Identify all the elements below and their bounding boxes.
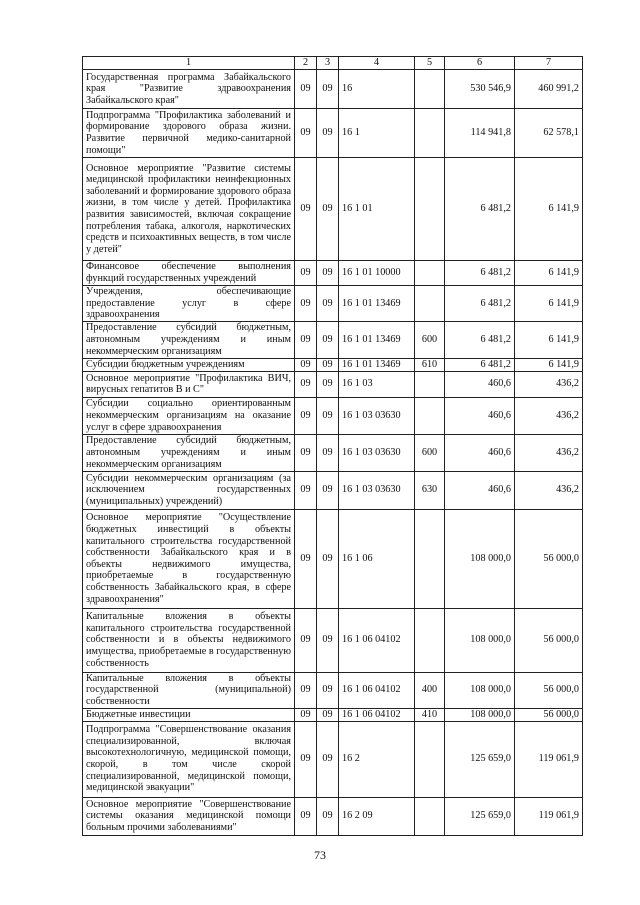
row-name: Предоставление субсидий бюджетным, автономным учреждениям и иным некоммерческим организациям	[83, 434, 295, 471]
row-expense-type	[415, 158, 445, 261]
row-expense-type	[415, 721, 445, 797]
table-row	[83, 608, 583, 672]
row-subsection: 09	[317, 371, 339, 397]
row-subsection: 09	[317, 434, 339, 471]
row-name: Финансовое обеспечение выполнения функций государственных учреждений	[83, 261, 295, 286]
row-section: 09	[295, 371, 317, 397]
row-target-code: 16 1 01 13469	[339, 286, 415, 322]
row-amount-1: 6 481,2	[445, 321, 515, 358]
row-name: Бюджетные инвестиции	[83, 708, 295, 721]
table-row	[83, 708, 583, 721]
table-row	[83, 261, 583, 286]
row-name: Капитальные вложения в объекты государственной (муниципальной) собственности	[83, 672, 295, 708]
header-cell: 1	[83, 57, 295, 70]
row-name: Капитальные вложения в объекты капитального строительства государственной собственности и в объекты недвижимого имущества, приобретаемые в государственную собственность	[83, 608, 295, 672]
row-amount-2: 436,2	[515, 471, 583, 509]
row-amount-2: 56 000,0	[515, 509, 583, 608]
row-amount-2: 56 000,0	[515, 708, 583, 721]
row-amount-1: 460,6	[445, 397, 515, 434]
row-expense-type	[415, 608, 445, 672]
row-name: Субсидии социально ориентированным некоммерческим организациям на оказание услуг в сфере здравоохранения	[83, 397, 295, 434]
row-subsection: 09	[317, 70, 339, 109]
table-row	[83, 109, 583, 158]
row-expense-type	[415, 397, 445, 434]
row-section: 09	[295, 397, 317, 434]
row-expense-type: 600	[415, 434, 445, 471]
table-row	[83, 158, 583, 261]
row-name: Учреждения, обеспечивающие предоставление услуг в сфере здравоохранения	[83, 286, 295, 322]
row-section: 09	[295, 321, 317, 358]
row-section: 09	[295, 286, 317, 322]
row-section: 09	[295, 434, 317, 471]
row-amount-1: 108 000,0	[445, 509, 515, 608]
row-target-code: 16 2 09	[339, 797, 415, 835]
header-cell: 3	[317, 57, 339, 70]
row-amount-2: 6 141,9	[515, 286, 583, 322]
row-target-code: 16 1 03	[339, 371, 415, 397]
row-subsection: 09	[317, 708, 339, 721]
table-row	[83, 471, 583, 509]
header-cell: 2	[295, 57, 317, 70]
row-amount-2: 56 000,0	[515, 608, 583, 672]
row-section: 09	[295, 358, 317, 371]
row-amount-2: 56 000,0	[515, 672, 583, 708]
row-amount-1: 6 481,2	[445, 286, 515, 322]
row-subsection: 09	[317, 509, 339, 608]
table-row	[83, 397, 583, 434]
row-expense-type	[415, 70, 445, 109]
row-amount-1: 125 659,0	[445, 721, 515, 797]
row-amount-2: 436,2	[515, 371, 583, 397]
row-expense-type	[415, 109, 445, 158]
row-target-code: 16 2	[339, 721, 415, 797]
row-subsection: 09	[317, 797, 339, 835]
row-subsection: 09	[317, 321, 339, 358]
row-section: 09	[295, 797, 317, 835]
row-section: 09	[295, 708, 317, 721]
row-section: 09	[295, 721, 317, 797]
row-amount-2: 6 141,9	[515, 261, 583, 286]
row-name: Основное мероприятие "Осуществление бюджетных инвестиций в объекты капитального строительства государственной собственности Забайкальского края и в объекты недвижимого имущества, приобретаемые в государственную собственность Забайкальского края, в сфере здравоохранения"	[83, 509, 295, 608]
row-target-code: 16 1 01 13469	[339, 358, 415, 371]
table-row	[83, 672, 583, 708]
row-subsection: 09	[317, 471, 339, 509]
page-number: 73	[314, 848, 326, 862]
row-amount-1: 460,6	[445, 434, 515, 471]
row-name: Подпрограмма "Профилактика заболеваний и формирование здорового образа жизни. Развитие первичной медико-санитарной помощи"	[83, 109, 295, 158]
row-amount-1: 108 000,0	[445, 608, 515, 672]
row-name: Государственная программа Забайкальского края "Развитие здравоохранения Забайкальского края"	[83, 70, 295, 109]
row-expense-type	[415, 509, 445, 608]
row-amount-2: 62 578,1	[515, 109, 583, 158]
row-amount-1: 530 546,9	[445, 70, 515, 109]
row-subsection: 09	[317, 672, 339, 708]
row-subsection: 09	[317, 721, 339, 797]
row-amount-2: 460 991,2	[515, 70, 583, 109]
table-row	[83, 358, 583, 371]
row-expense-type	[415, 261, 445, 286]
row-amount-1: 108 000,0	[445, 672, 515, 708]
table-row	[83, 371, 583, 397]
budget-table	[82, 56, 583, 836]
row-amount-2: 6 141,9	[515, 358, 583, 371]
table-row	[83, 509, 583, 608]
row-name: Предоставление субсидий бюджетным, автономным учреждениям и иным некоммерческим организациям	[83, 321, 295, 358]
row-section: 09	[295, 471, 317, 509]
row-section: 09	[295, 608, 317, 672]
row-expense-type: 630	[415, 471, 445, 509]
row-section: 09	[295, 509, 317, 608]
row-name: Основное мероприятие "Профилактика ВИЧ, вирусных гепатитов В и С"	[83, 371, 295, 397]
row-amount-2: 436,2	[515, 434, 583, 471]
row-section: 09	[295, 70, 317, 109]
row-target-code: 16 1 06 04102	[339, 672, 415, 708]
row-section: 09	[295, 109, 317, 158]
row-amount-1: 125 659,0	[445, 797, 515, 835]
table-row	[83, 321, 583, 358]
row-amount-1: 460,6	[445, 471, 515, 509]
row-target-code: 16 1 06 04102	[339, 608, 415, 672]
row-target-code: 16 1	[339, 109, 415, 158]
row-target-code: 16 1 06	[339, 509, 415, 608]
row-amount-2: 436,2	[515, 397, 583, 434]
table-row	[83, 797, 583, 835]
row-target-code: 16	[339, 70, 415, 109]
header-cell: 5	[415, 57, 445, 70]
row-name: Основное мероприятие "Совершенствование системы оказания медицинской помощи больным прочими заболеваниями"	[83, 797, 295, 835]
row-target-code: 16 1 03 03630	[339, 471, 415, 509]
row-subsection: 09	[317, 109, 339, 158]
row-expense-type	[415, 286, 445, 322]
header-cell: 7	[515, 57, 583, 70]
row-subsection: 09	[317, 261, 339, 286]
row-amount-1: 6 481,2	[445, 158, 515, 261]
row-expense-type: 600	[415, 321, 445, 358]
row-expense-type	[415, 371, 445, 397]
header-row	[83, 57, 583, 70]
header-cell: 6	[445, 57, 515, 70]
row-target-code: 16 1 03 03630	[339, 434, 415, 471]
row-amount-1: 6 481,2	[445, 358, 515, 371]
row-section: 09	[295, 672, 317, 708]
row-section: 09	[295, 261, 317, 286]
row-expense-type	[415, 797, 445, 835]
table-row	[83, 70, 583, 109]
row-subsection: 09	[317, 608, 339, 672]
table-row	[83, 434, 583, 471]
row-amount-1: 114 941,8	[445, 109, 515, 158]
row-target-code: 16 1 01 10000	[339, 261, 415, 286]
row-amount-2: 119 061,9	[515, 721, 583, 797]
row-name: Субсидии бюджетным учреждениям	[83, 358, 295, 371]
row-expense-type: 400	[415, 672, 445, 708]
row-amount-2: 6 141,9	[515, 321, 583, 358]
header-cell: 4	[339, 57, 415, 70]
row-subsection: 09	[317, 158, 339, 261]
row-expense-type: 410	[415, 708, 445, 721]
row-amount-1: 6 481,2	[445, 261, 515, 286]
table-row	[83, 721, 583, 797]
row-name: Основное мероприятие "Развитие системы медицинской профилактики неинфекционных заболеваний и формирование здорового образа жизни, в том числе у детей. Профилактика развития зависимостей, включая сокращение потребления табака, алкоголя, наркотических средств и психоактивных веществ, в том числе у детей"	[83, 158, 295, 261]
row-name: Подпрограмма "Совершенствование оказания специализированной, включая высокотехнологичную, медицинской помощи, скорой, в том числе скорой специализированной, медицинской помощи, медицинской эвакуации"	[83, 721, 295, 797]
table-row	[83, 286, 583, 322]
row-section: 09	[295, 158, 317, 261]
row-amount-2: 119 061,9	[515, 797, 583, 835]
row-subsection: 09	[317, 358, 339, 371]
row-amount-1: 460,6	[445, 371, 515, 397]
row-expense-type: 610	[415, 358, 445, 371]
row-name: Субсидии некоммерческим организациям (за исключением государственных (муниципальных) учреждений)	[83, 471, 295, 509]
row-amount-1: 108 000,0	[445, 708, 515, 721]
row-subsection: 09	[317, 286, 339, 322]
row-target-code: 16 1 01 13469	[339, 321, 415, 358]
row-target-code: 16 1 01	[339, 158, 415, 261]
row-subsection: 09	[317, 397, 339, 434]
row-amount-2: 6 141,9	[515, 158, 583, 261]
row-target-code: 16 1 06 04102	[339, 708, 415, 721]
row-target-code: 16 1 03 03630	[339, 397, 415, 434]
